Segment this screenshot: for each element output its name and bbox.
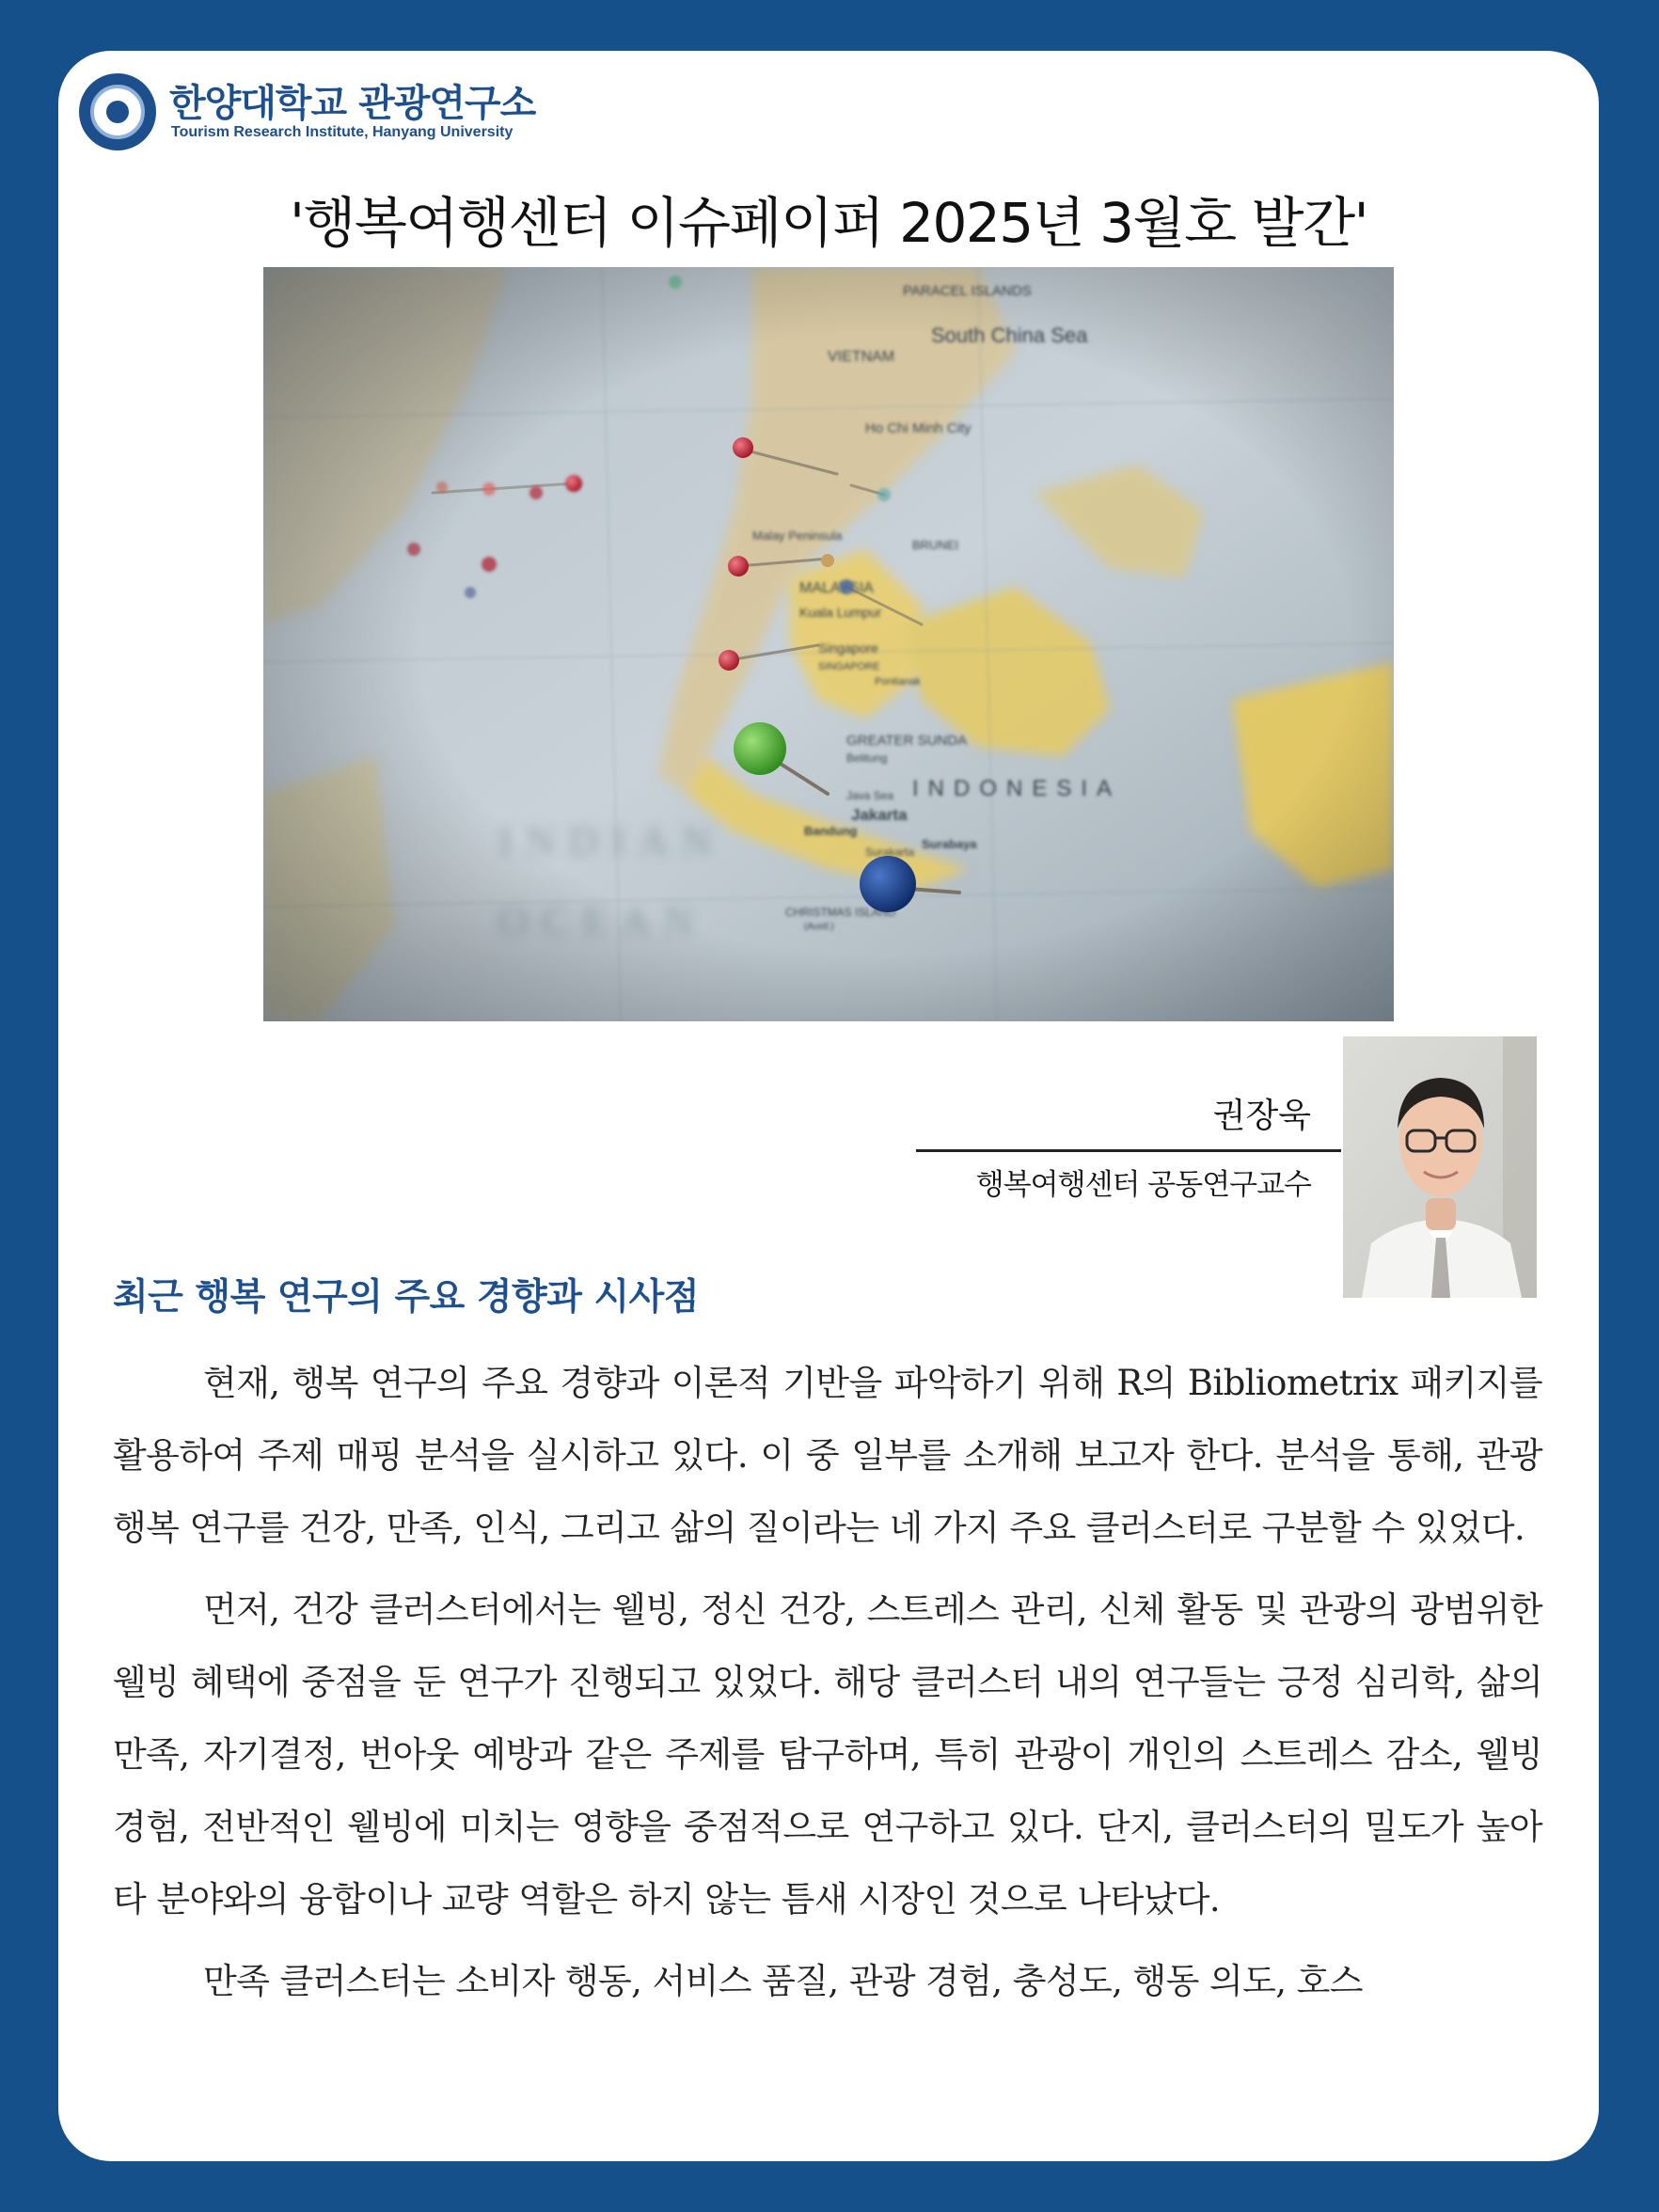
logo-name-korean: 한양대학교 관광연구소 (169, 82, 536, 125)
body-paragraph: 현재, 행복 연구의 주요 경향과 이론적 기반을 파악하기 위해 R의 Bibliometrix 패키지를 활용하여 주제 매핑 분석을 실시하고 있다. 이 중 일부를 소개해 보고자 한다. 분석을 통해, 관광 행복 연구를 건강, 만족, 인식, 그리고 삶의 질이라는 네 가지 주요 클러스터로 구분할 수 있었다. (113, 1363, 1542, 1548)
body-paragraph: 먼저, 건강 클러스터에서는 웰빙, 정신 건강, 스트레스 관리, 신체 활동 및 관광의 광범위한 웰빙 혜택에 중점을 둔 연구가 진행되고 있었다. 해당 클러스터 내의 연구들는 긍정 심리학, 삶의 만족, 자기결정, 번아웃 예방과 같은 주제를 탐구하며, 특히 관광이 개인의 스트레스 감소, 웰빙 경험, 전반적인 웰빙에 미치는 영향을 중점적으로 연구하고 있다. 단지, 클러스터의 밀도가 높아 타 분야와의 융합이나 교량 역할은 하지 않는 틈새 시장인 것으로 나타났다. (113, 1589, 1542, 1920)
author-portrait-photo (1343, 1036, 1537, 1298)
logo-name-english: Tourism Research Institute, Hanyang University (171, 124, 514, 140)
body-paragraph: 만족 클러스터는 소비자 행동, 서비스 품질, 관광 경험, 충성도, 행동 의도, 호스 (203, 1961, 1363, 2001)
map-pins-photo (263, 267, 1394, 1021)
page-title: '행복여행센터 이슈페이퍼 2025년 3월호 발간' (289, 191, 1368, 255)
author-divider (916, 1149, 1341, 1152)
section-title: 최근 행복 연구의 주요 경향과 시사점 (113, 1276, 699, 1319)
author-name: 권장욱 (1212, 1097, 1311, 1135)
issue-page (58, 51, 1599, 2161)
article-body (113, 1347, 1542, 2027)
university-seal-icon (79, 73, 156, 150)
author-role: 행복여행센터 공동연구교수 (975, 1168, 1311, 1202)
